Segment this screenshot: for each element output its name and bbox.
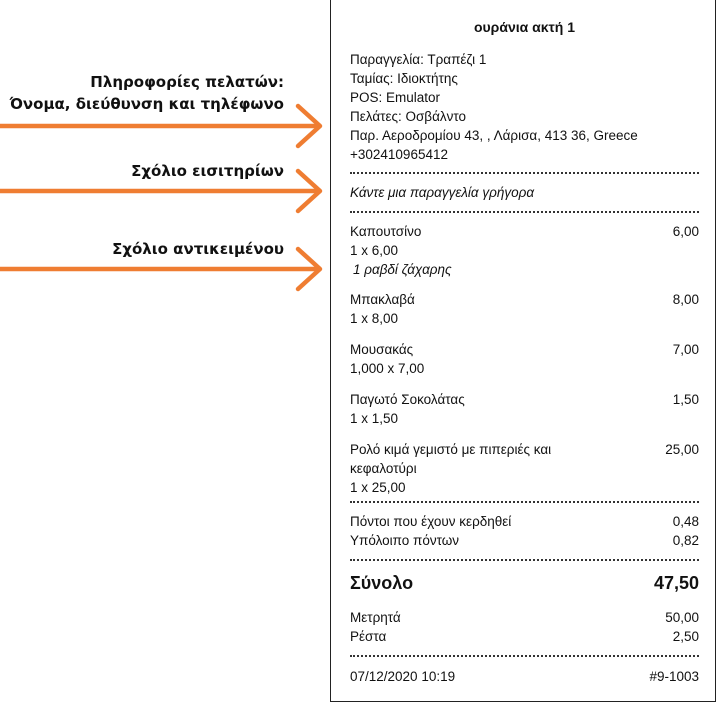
ticket-comment: Κάντε μια παραγγελία γρήγορα bbox=[350, 185, 535, 200]
receipt-header bbox=[350, 50, 699, 164]
item-qty: 1 x 25,00 bbox=[350, 480, 406, 495]
item-name-continued: κεφαλοτύρι bbox=[350, 461, 417, 476]
cashier-line: Ταμίας: Ιδιοκτήτης bbox=[350, 71, 458, 86]
total-row bbox=[350, 572, 699, 594]
customer-phone-line: +302410965412 bbox=[350, 147, 448, 162]
customer-name-line: Πελάτες: Οσβάλντο bbox=[350, 109, 467, 124]
divider bbox=[350, 211, 699, 213]
annotation-line: Σχόλιο εισιτηρίων bbox=[131, 162, 284, 180]
change-value: 2,50 bbox=[672, 629, 699, 644]
item-total: 25,00 bbox=[665, 442, 699, 457]
customer-address-line: Παρ. Αεροδρομίου 43, , Λάρισα, 413 36, Greece bbox=[350, 128, 638, 143]
item-name: Ρολό κιμά γεμιστό με πιπεριές και bbox=[350, 442, 552, 457]
item-qty: 1 x 8,00 bbox=[350, 311, 399, 326]
points-balance-label: Υπόλοιπο πόντων bbox=[350, 533, 460, 548]
item-qty: 1 x 1,50 bbox=[350, 411, 399, 426]
annotation-line: Πληροφορίες πελατών: bbox=[90, 73, 284, 91]
change-label: Ρέστα bbox=[350, 629, 387, 644]
pos-line: POS: Emulator bbox=[350, 90, 441, 105]
annotation-line: Σχόλιο αντικειμένου bbox=[112, 240, 284, 258]
item-qty: 1,000 x 7,00 bbox=[350, 361, 425, 376]
points-section bbox=[350, 512, 699, 550]
points-earned-value: 0,48 bbox=[672, 514, 699, 529]
cash-label: Μετρητά bbox=[350, 610, 401, 625]
item-total: 6,00 bbox=[672, 224, 699, 239]
receipt-datetime: 07/12/2020 10:19 bbox=[350, 669, 456, 684]
total-label: Σύνολο bbox=[350, 573, 414, 593]
item-name: Μουσακάς bbox=[350, 342, 414, 357]
item-total: 7,00 bbox=[672, 342, 699, 357]
line-item bbox=[350, 340, 699, 378]
divider bbox=[350, 501, 699, 503]
item-name: Καπουτσίνο bbox=[350, 224, 422, 239]
item-total: 1,50 bbox=[672, 392, 699, 407]
annotation-line: Όνομα, διεύθυνση και τηλέφωνο bbox=[9, 95, 284, 113]
payment-section bbox=[350, 608, 699, 646]
store-name: ουράνια ακτή 1 bbox=[473, 19, 576, 35]
line-item bbox=[350, 440, 699, 497]
order-line: Παραγγελία: Τραπέζι 1 bbox=[350, 52, 487, 67]
points-earned-label: Πόντοι που έχουν κερδηθεί bbox=[350, 514, 512, 529]
item-name: Παγωτό Σοκολάτας bbox=[350, 392, 465, 407]
receipt-footer bbox=[350, 667, 699, 686]
total-value: 47,50 bbox=[653, 573, 699, 593]
receipt bbox=[330, 0, 716, 702]
receipt-number: #9-1003 bbox=[649, 669, 699, 684]
line-item bbox=[350, 390, 699, 428]
divider bbox=[350, 172, 699, 174]
line-item bbox=[350, 290, 699, 328]
item-comment: 1 ραβδί ζάχαρης bbox=[353, 262, 452, 277]
line-item bbox=[350, 222, 699, 279]
points-balance-value: 0,82 bbox=[672, 533, 699, 548]
cash-value: 50,00 bbox=[665, 610, 699, 625]
divider bbox=[350, 655, 699, 657]
item-total: 8,00 bbox=[672, 292, 699, 307]
item-qty: 1 x 6,00 bbox=[350, 243, 399, 258]
item-name: Μπακλαβά bbox=[350, 292, 415, 307]
divider bbox=[350, 559, 699, 561]
arrow-right-icon bbox=[0, 0, 330, 719]
